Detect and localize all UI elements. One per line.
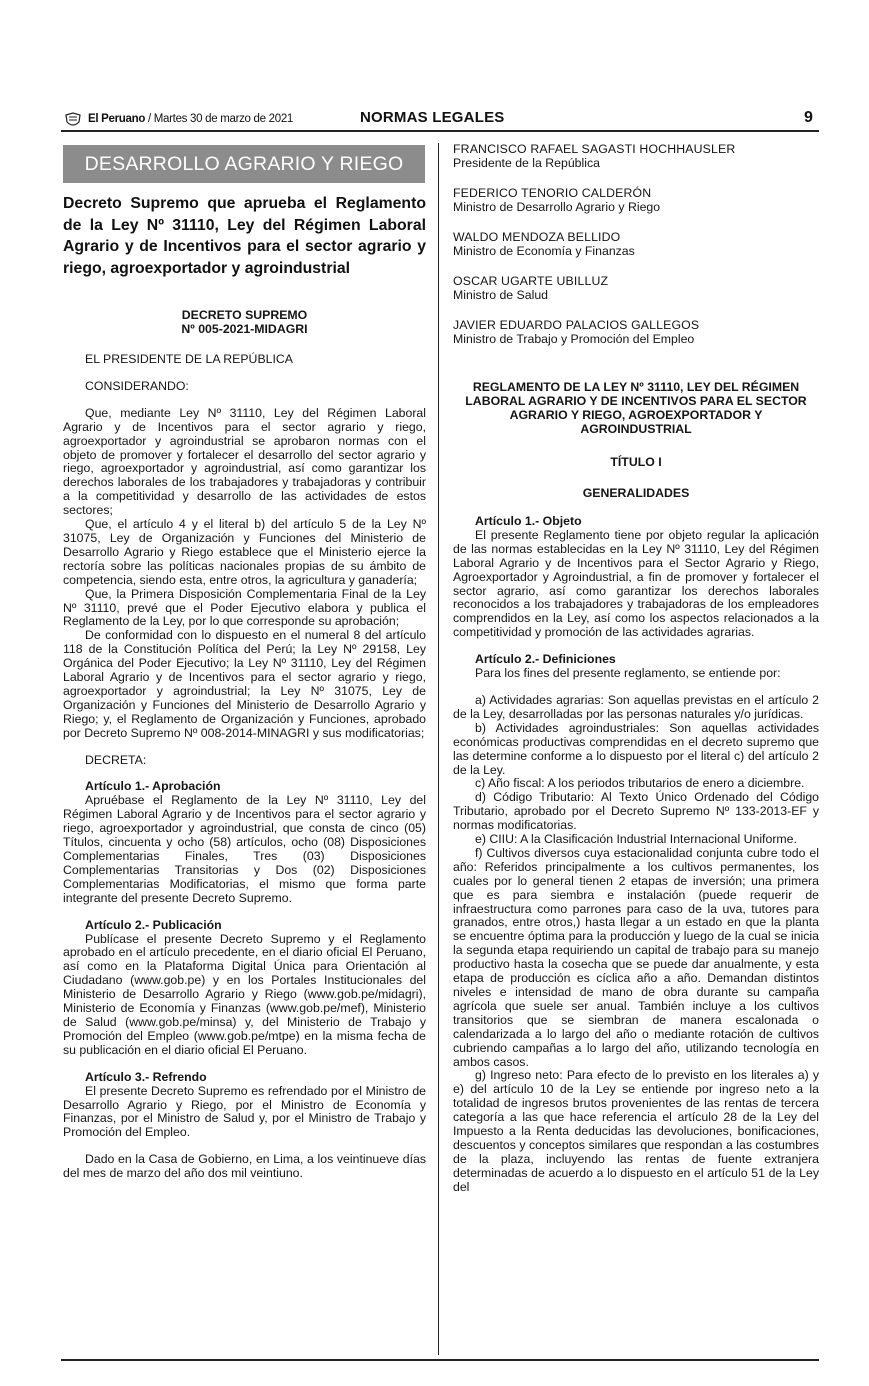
header-rule	[61, 130, 819, 132]
signatory	[453, 230, 819, 258]
definition-g: g) Ingreso neto: Para efecto de lo previsto en los literales a) y e) del artículo 10 de la Ley se entiende por ingreso neto a la totalidad de ingresos brutos provenientes de las rentas de tercera categoría a las que hace referencia el artículo 28 de la Ley del Impuesto a la Renta deducidas las devoluciones, bonificaciones, descuentos y conceptos similares que respondan a las costumbres de la plaza, incluyendo las rentas de fuente extranjera determinadas de acuerdo a lo dispuesto en el artículo 51 de la Ley del	[453, 1068, 819, 1194]
definition-e: e) CIIU: A la Clasificación Industrial Internacional Uniforme.	[475, 832, 797, 847]
signatory-role: Presidente de la República	[453, 156, 600, 170]
signatory-name: OSCAR UGARTE UBILLUZ	[453, 274, 609, 288]
reg-article-2-intro: Para los fines del presente reglamento, se entiende por:	[475, 666, 781, 681]
considerando-paragraph-2: Que, el artículo 4 y el literal b) del artículo 5 de la Ley Nº 31075, Ley de Organización y Funciones del Ministerio de Desarrollo Agrario y Riego establece que el Ministerio ejerce la rectoría sobre las políticas nacionales propias de su ámbito de competencia, siendo esta, entre otros, la agricultura y ganadería;	[63, 517, 426, 587]
signatory-role: Ministro de Desarrollo Agrario y Riego	[453, 200, 661, 214]
definition-f: f) Cultivos diversos cuya estacionalidad conjunta cubre todo el año: Referidos principalmente a los cultivos permanentes, los cuales por lo general tienen 2 etapas de inversión; una primera que es para siembra e instalación (puede requerir de infraestructura como parrones para caso de la uva, tutores para granados, entre otros,) hasta llegar a un estado en que la planta se encuentre óptima para la producción y luego de la cual se inicia la segunda etapa requiriendo un capital de trabajo para su manejo productivo hasta la cosecha que se puede dar anualmente, y esta etapa de producción es cíclica año a año. Demandan distintos niveles e intensidad de mano de obra durante su campaña agrícola que suele ser anual. También incluye a los cultivos transitorios que se siembran de manera escalonada o calendarizada a lo largo del año o mediante rotación de cultivos cubriendo campañas a lo largo del año, utilizando tecnología en ambos casos.	[453, 845, 819, 1069]
decree-number: Nº 005-2021-MIDAGRI	[181, 321, 308, 336]
signatory	[453, 186, 819, 214]
considerando-paragraph-4: De conformidad con lo dispuesto en el numeral 8 del artículo 118 de la Constitución Política del Perú; la Ley Nº 29158, Ley Orgánica del Poder Ejecutivo; la Ley Nº 31110, Ley del Régimen Laboral Agrario y de Incentivos para el sector agrario y riego, agroexportador y agroindustrial; la Ley Nº 31075, Ley de Organización y Funciones del Ministerio de Desarrollo Agrario y Riego; y, el Reglamento de Organización y Funciones, aprobado por Decreto Supremo Nº 008-2014-MINAGRI y sus modificatorias;	[63, 628, 426, 740]
sector-banner: DESARROLLO AGRARIO Y RIEGO	[63, 145, 425, 183]
article-3-body: El presente Decreto Supremo es refrendado por el Ministro de Desarrollo Agrario y Riego, por el Ministro de Economía y Finanzas, por el Ministro de Salud y, por el Ministro de Trabajo y Promoción del Empleo.	[63, 1083, 426, 1140]
closing-paragraph: Dado en la Casa de Gobierno, en Lima, a los veintinueve días del mes de marzo del año dos mil veintiuno.	[63, 1152, 426, 1181]
signatory	[453, 142, 819, 170]
article-2-heading: Artículo 2.- Publicación	[85, 917, 222, 932]
page-number: 9	[804, 109, 813, 126]
president-line: EL PRESIDENTE DE LA REPÚBLICA	[85, 352, 293, 366]
regulation-body	[453, 515, 819, 1195]
signatory	[453, 274, 819, 302]
title-heading: TÍTULO I	[610, 455, 662, 469]
signatory-role: Ministro de Trabajo y Promoción del Empleo	[453, 332, 695, 346]
reg-article-1-body: El presente Reglamento tiene por objeto regular la aplicación de las normas establecidas en la Ley Nº 31110, Ley del Régimen Laboral Agrario y de Incentivos para el Sector Agrario y Riego, Agroexportador y Agroindustrial, a fin de promover y fortalecer el sector agrario, así como garantizar los derechos laborales reconocidos a los trabajadores y trabajadoras de los empleadores comprendidos en la Ley, así como los aspectos relacionados a la competitividad y promoción de las actividades agrarias.	[453, 527, 819, 640]
signatories	[453, 142, 819, 362]
definition-a: a) Actividades agrarias: Son aquellas previstas en el artículo 2 de la Ley, desarrolladas por las personas naturales y/o jurídicas.	[453, 692, 819, 721]
footer-rule	[61, 1359, 819, 1361]
reg-article-2-heading: Artículo 2.- Definiciones	[475, 652, 616, 667]
signatory-name: JAVIER EDUARDO PALACIOS GALLEGOS	[453, 318, 700, 332]
article-1-heading: Artículo 1.- Aprobación	[85, 779, 221, 794]
publication-date: Martes 30 de marzo de 2021	[153, 113, 294, 125]
signatory-role: Ministro de Salud	[453, 288, 549, 302]
signatory-role: Ministro de Economía y Finanzas	[453, 244, 635, 258]
decree-body	[63, 353, 426, 1181]
definition-d: d) Código Tributario: Al Texto Único Ordenado del Código Tributario, aprobado por el Decreto Supremo Nº 133-2013-EF y normas modificatorias.	[453, 790, 819, 833]
reg-article-1-heading: Artículo 1.- Objeto	[475, 514, 582, 528]
publication-name: El Peruano	[88, 113, 146, 125]
decree-heading	[63, 309, 426, 337]
decree-label: DECRETO SUPREMO	[181, 308, 308, 322]
signatory-name: FEDERICO TENORIO CALDERÓN	[453, 186, 652, 200]
chapter-heading: GENERALIDADES	[582, 486, 690, 500]
signatory-name: WALDO MENDOZA BELLIDO	[453, 230, 621, 244]
article-1-body: Apruébase el Reglamento de la Ley Nº 31110, Ley del Régimen Laboral Agrario y de Incentivos para el sector agrario y riego, agroexportador y agroindustrial, que consta de cinco (05) Títulos, cincuenta y ocho (58) artículos, ocho (08) Disposiciones Complementarias Finales, Tres (03) Disposiciones Complementarias Transitorias y Dos (02) Disposiciones Complementarias Modificatorias, el mismo que forma parte integrante del presente Decreto Supremo.	[63, 793, 426, 905]
signatory-name: FRANCISCO RAFAEL SAGASTI HOCHHAUSLER	[453, 142, 736, 156]
definition-c: c) Año fiscal: A los periodos tributarios de enero a diciembre.	[475, 776, 805, 791]
considerando-paragraph-1: Que, mediante Ley Nº 31110, Ley del Régimen Laboral Agrario y de Incentivos para el sector agrario y riego, agroexportador y agroindustrial se aprobaron normas con el objeto de promover y fortalecer el desarrollo del sector agrario y riego, agroexportador y agroindustrial, así como garantizar los derechos laborales de los trabajadores y trabajadoras y contribuir a la competitividad y desarrollo de las actividades de estos sectores;	[63, 405, 426, 518]
article-2-body: Publícase el presente Decreto Supremo y el Reglamento aprobado en el artículo precedente, en el diario oficial El Peruano, así como en la Plataforma Digital Única para Orientación al Ciudadano (www.gob.pe) y en los Portales Institucionales del Ministerio de Desarrollo Agrario y Riego (www.gob.pe/midagri), Ministerio de Economía y Finanzas (www.gob.pe/mef), Ministerio de Salud (www.gob.pe/minsa) y, del Ministerio de Trabajo y Promoción del Empleo (www.gob.pe/mtpe) en la misma fecha de su publicación en el diario oficial El Peruano.	[63, 931, 426, 1057]
considerando-paragraph-3: Que, la Primera Disposición Complementaria Final de la Ley Nº 31110, prevé que el Poder Ejecutivo elabora y publica el Reglamento de la Ley, por lo que corresponde su aprobación;	[63, 586, 426, 629]
decree-title: Decreto Supremo que aprueba el Reglamento de la Ley Nº 31110, Ley del Régimen Laboral Agrario y de Incentivos para el sector agrario y riego, agroexportador y agroindustrial	[63, 195, 426, 277]
regulation-title: REGLAMENTO DE LA LEY Nº 31110, LEY DEL RÉGIMEN LABORAL AGRARIO Y DE INCENTIVOS PARA EL SECTOR AGRARIO Y RIEGO, AGROEXPORTADOR Y AGROINDUSTRIAL	[465, 380, 807, 436]
definition-b: b) Actividades agroindustriales: Son aquellas actividades económicas productivas comprendidas en el decreto supremo que las determine conforme a lo dispuesto por el literal c) del artículo 2 de la Ley.	[453, 720, 819, 777]
article-3-heading: Artículo 3.- Refrendo	[85, 1069, 207, 1084]
coat-of-arms-icon	[64, 112, 82, 128]
considerando-heading: CONSIDERANDO:	[85, 378, 189, 393]
header-publication: El Peruano / Martes 30 de marzo de 2021	[88, 113, 294, 125]
column-divider	[438, 143, 439, 1355]
signatory	[453, 318, 819, 346]
decreta-heading: DECRETA:	[85, 752, 147, 767]
section-name: NORMAS LEGALES	[360, 109, 505, 126]
